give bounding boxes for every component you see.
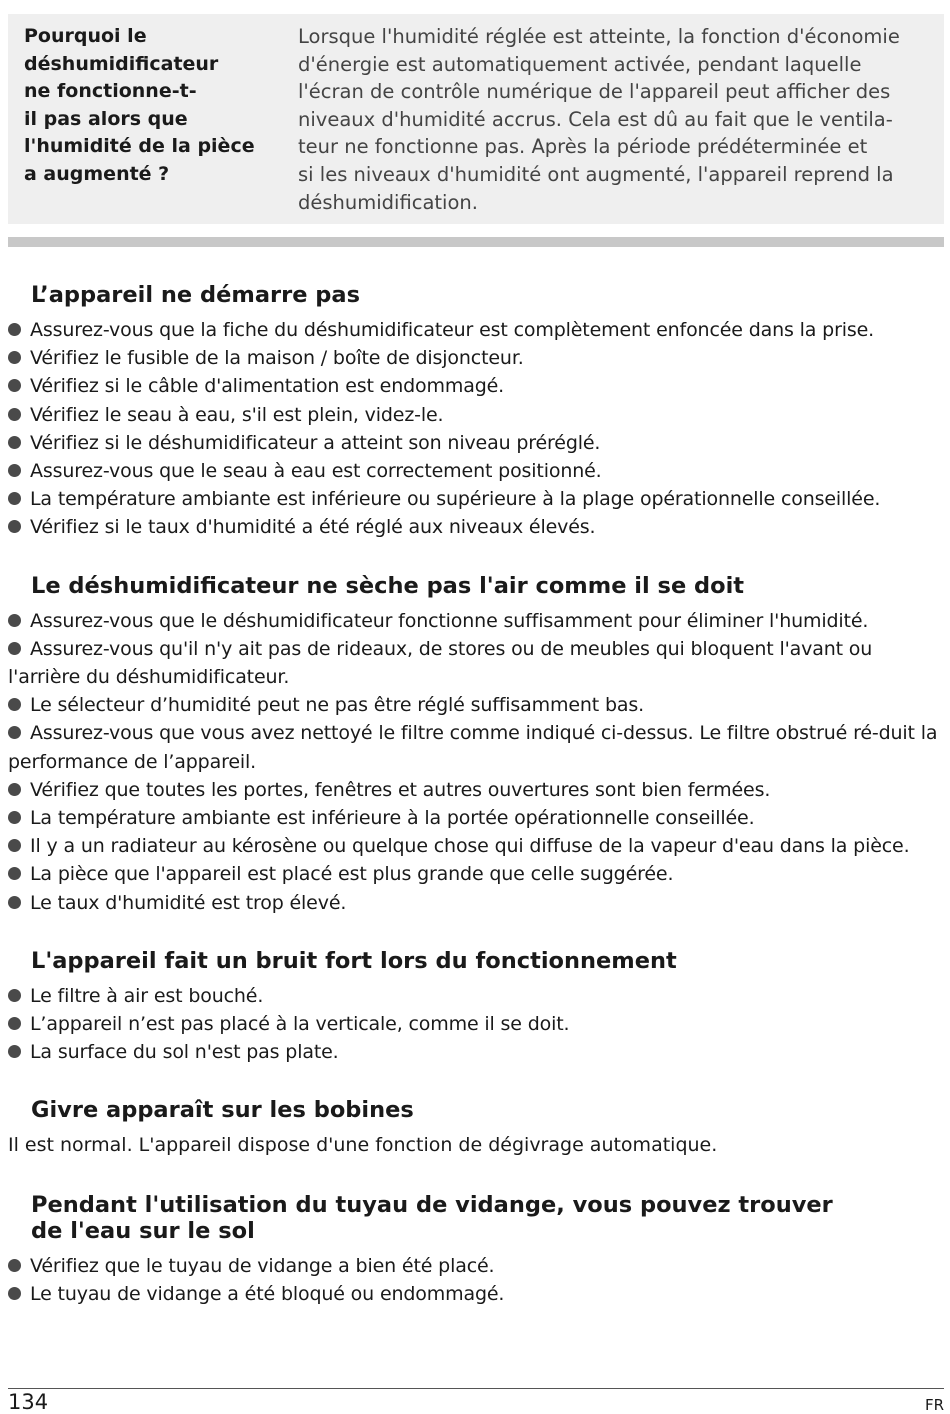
section-water-floor [8, 1192, 944, 1308]
bullet-icon [8, 464, 21, 477]
section-divider [8, 237, 944, 247]
list-item: Vérifiez le fusible de la maison / boîte de disjoncteur. [8, 344, 944, 372]
bullet-icon [8, 896, 21, 909]
bullet-icon [8, 811, 21, 824]
page-number: 134 [8, 1390, 49, 1414]
bullet-icon [8, 1259, 21, 1272]
list-item: La température ambiante est inférieure ou supérieure à la plage opérationnelle conseillée. [8, 485, 944, 513]
bullet-icon [8, 436, 21, 449]
faq-question-line: l'humidité de la pièce [24, 135, 255, 158]
faq-answer-line: si les niveaux d'humidité ont augmenté, l'appareil reprend la [298, 162, 894, 186]
section-title-line: de l'eau sur le sol [31, 1217, 255, 1244]
faq-box [8, 14, 944, 224]
list-item: Il y a un radiateur au kérosène ou quelque chose qui diffuse de la vapeur d'eau dans la pièce. [8, 832, 944, 860]
list-item: Assurez-vous que vous avez nettoyé le filtre comme indiqué ci-dessus. Le filtre obstrué ré-duit la performance de l’appareil. [8, 722, 938, 773]
bullet-icon [8, 783, 21, 796]
bullet-icon [8, 351, 21, 364]
bullet-icon [8, 1287, 21, 1300]
section-text: Il est normal. L'appareil dispose d'une fonction de dégivrage automatique. [8, 1134, 718, 1157]
list-item: Vérifiez si le déshumidificateur a atteint son niveau préréglé. [8, 429, 944, 457]
bullet-icon [8, 1017, 21, 1030]
faq-answer-line: l'écran de contrôle numérique de l'appareil peut afficher des [298, 80, 891, 104]
list-item: Vérifiez si le câble d'alimentation est endommagé. [8, 372, 944, 400]
list-item: La surface du sol n'est pas plate. [8, 1038, 944, 1066]
section-title: Givre apparaît sur les bobines [31, 1097, 414, 1124]
list-item: Le filtre à air est bouché. [8, 982, 944, 1010]
bullet-icon [8, 867, 21, 880]
list-item: Vérifiez le seau à eau, s'il est plein, videz-le. [8, 401, 944, 429]
bullet-icon [8, 726, 21, 739]
section-title: L'appareil fait un bruit fort lors du fonctionnement [31, 947, 677, 974]
faq-question-line: Pourquoi le [24, 25, 147, 47]
list-item: Vérifiez si le taux d'humidité a été réglé aux niveaux élevés. [8, 513, 944, 541]
bullet-icon [8, 698, 21, 711]
faq-answer-line: niveaux d'humidité accrus. Cela est dû au fait que le ventila- [298, 107, 893, 131]
section-not-drying [8, 574, 944, 917]
bullet-icon [8, 642, 21, 655]
bullet-list [8, 982, 944, 1067]
faq-answer-line: déshumidification. [298, 190, 478, 214]
bullet-list [8, 607, 944, 917]
list-item: Vérifiez que le tuyau de vidange a bien été placé. [8, 1252, 944, 1280]
list-item: Assurez-vous que le seau à eau est correctement positionné. [8, 457, 944, 485]
list-item: Assurez-vous qu'il n'y ait pas de rideaux, de stores ou de meubles qui bloquent l'avant ou l'arrière du déshumidificateur. [8, 637, 873, 689]
section-title [8, 1192, 944, 1244]
faq-answer-line: d'énergie est automatiquement activée, pendant laquelle [298, 52, 862, 76]
faq-question [24, 23, 274, 189]
faq-answer-line: teur ne fonctionne pas. Après la période prédéterminée et [298, 135, 868, 159]
footer-divider [8, 1388, 944, 1389]
section-frost-coils [8, 1098, 944, 1159]
bullet-list [8, 316, 944, 542]
list-item: L’appareil n’est pas placé à la verticale, comme il se doit. [8, 1010, 944, 1038]
section-title-line: Pendant l'utilisation du tuyau de vidange, vous pouvez trouver [31, 1191, 833, 1218]
list-item: La pièce que l'appareil est placé est plus grande que celle suggérée. [8, 860, 944, 888]
bullet-icon [8, 989, 21, 1002]
section-title: L’appareil ne démarre pas [31, 282, 360, 308]
faq-question-line: déshumidificateur [24, 52, 219, 75]
section-title: Le déshumidificateur ne sèche pas l'air comme il se doit [31, 572, 745, 599]
bullet-icon [8, 520, 21, 533]
bullet-icon [8, 408, 21, 421]
section-no-start [8, 283, 944, 542]
faq-answer [298, 23, 938, 216]
language-code: FR [924, 1396, 944, 1414]
list-item: Assurez-vous que le déshumidificateur fonctionne suffisamment pour éliminer l'humidité. [8, 607, 944, 635]
list-item: Vérifiez que toutes les portes, fenêtres et autres ouvertures sont bien fermées. [8, 776, 944, 804]
section-loud-noise [8, 949, 944, 1067]
list-item: Le tuyau de vidange a été bloqué ou endommagé. [8, 1280, 944, 1308]
faq-answer-line: Lorsque l'humidité réglée est atteinte, la fonction d'économie [298, 25, 900, 48]
bullet-icon [8, 1045, 21, 1058]
bullet-icon [8, 492, 21, 505]
bullet-icon [8, 614, 21, 627]
bullet-icon [8, 839, 21, 852]
bullet-icon [8, 379, 21, 392]
bullet-icon [8, 323, 21, 336]
list-item: La température ambiante est inférieure à la portée opérationnelle conseillée. [8, 804, 944, 832]
bullet-list [8, 1252, 944, 1308]
list-item: Le sélecteur d’humidité peut ne pas être réglé suffisamment bas. [8, 691, 944, 719]
list-item: Assurez-vous que la fiche du déshumidificateur est complètement enfoncée dans la prise. [8, 316, 944, 344]
list-item: Le taux d'humidité est trop élevé. [8, 889, 944, 917]
faq-question-line: il pas alors que [24, 107, 188, 130]
faq-question-line: a augmenté ? [24, 162, 170, 185]
troubleshooting-content [8, 283, 944, 1308]
faq-question-line: ne fonctionne-t- [24, 80, 197, 103]
